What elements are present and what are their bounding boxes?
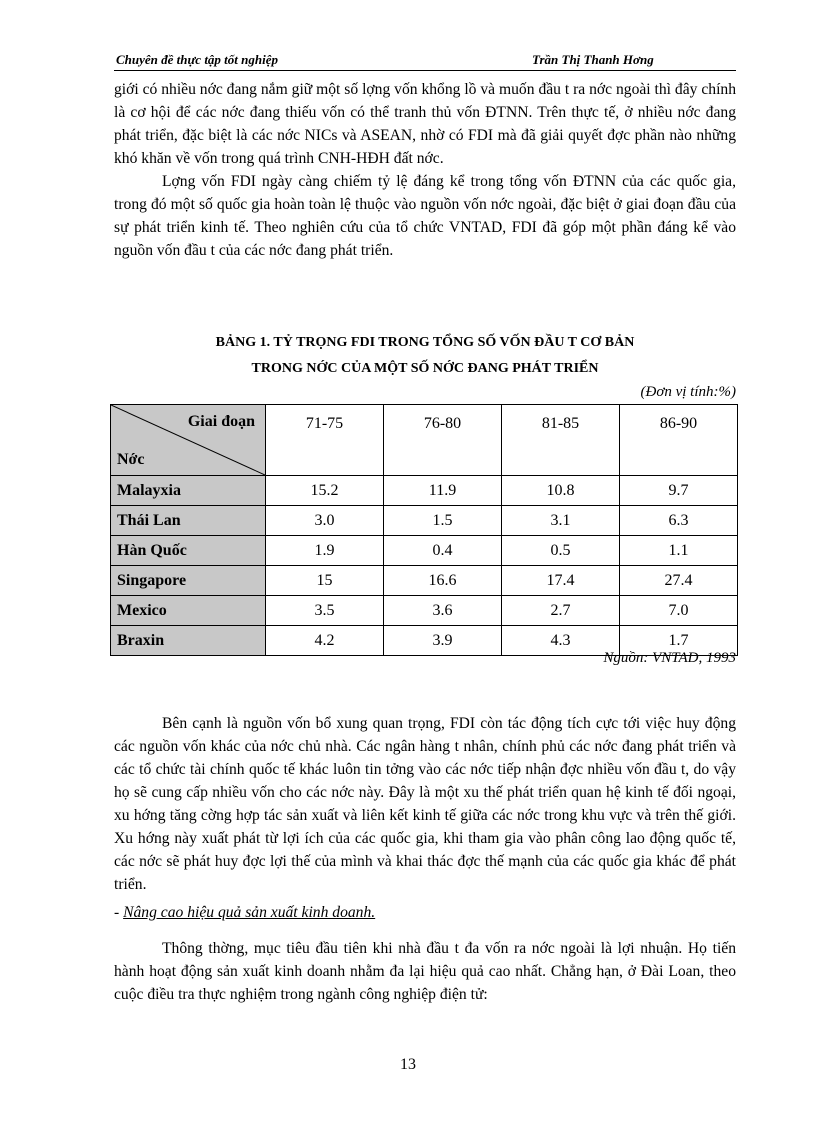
- table-cell: 4.3: [502, 626, 620, 656]
- table-cell: 15.2: [266, 476, 384, 506]
- table-source: Nguồn: VNTAD, 1993: [603, 650, 736, 666]
- page-number: 13: [400, 1056, 416, 1073]
- table-cell: 16.6: [384, 566, 502, 596]
- row-country: Malayxia: [111, 476, 266, 506]
- header-author: Trần Thị Thanh Hơng: [532, 52, 654, 67]
- body-text: [114, 712, 736, 896]
- column-header: 71-75: [266, 405, 384, 476]
- table-cell: 3.1: [502, 506, 620, 536]
- table-header-row: [111, 405, 738, 476]
- row-country: Hàn Quốc: [111, 536, 266, 566]
- table-row: [111, 506, 738, 536]
- table-cell: 11.9: [384, 476, 502, 506]
- table-cell: 1.5: [384, 506, 502, 536]
- corner-period-label: Giai đoạn: [187, 413, 255, 430]
- table-cell: 2.7: [502, 596, 620, 626]
- final-text: [114, 937, 736, 1006]
- subheading-text: Nâng cao hiệu quả sản xuất kinh doanh.: [123, 904, 376, 921]
- table-cell: 4.2: [266, 626, 384, 656]
- paragraph: Thông thờng, mục tiêu đầu tiên khi nhà đầu t đa vốn ra nớc ngoài là lợi nhuận. Họ tiến hành hoạt động sản xuất kinh doanh nhằm đa lại hiệu quả cao nhất. Chẳng hạn, ở Đài Loan, theo cuộc điều tra thực nghiệm trong ngành công nghiệp điện tử:: [114, 940, 736, 1003]
- row-country: Thái Lan: [111, 506, 266, 536]
- table-title: [114, 330, 736, 382]
- table-row: [111, 566, 738, 596]
- row-country: Singapore: [111, 566, 266, 596]
- table-cell: 10.8: [502, 476, 620, 506]
- row-country: Braxin: [111, 626, 266, 656]
- column-header: 86-90: [620, 405, 738, 476]
- paragraph: giới có nhiều nớc đang nắm giữ một số lợng vốn khổng lồ và muốn đầu t ra nớc ngoài thì đây chính là cơ hội để các nớc đang thiếu vốn có thể tranh thủ vốn ĐTNN. Trên thực tế, ở nhiều nớc đang phát triển, đặc biệt là các nớc NICs và ASEAN, nhờ có FDI mà đã giải quyết đợc phần nào những khó khăn về vốn trong quá trình CNH-HĐH đất nớc.: [114, 81, 736, 167]
- table-row: [111, 536, 738, 566]
- column-header: 81-85: [502, 405, 620, 476]
- corner-country-label: Nớc: [117, 451, 145, 468]
- table-title-line-2: TRONG NỚC CỦA MỘT SỐ NỚC ĐANG PHÁT TRIỂN: [251, 361, 599, 376]
- subheading-prefix: -: [114, 904, 124, 921]
- table-cell: 9.7: [620, 476, 738, 506]
- table-cell: 3.9: [384, 626, 502, 656]
- fdi-table: [110, 404, 738, 656]
- paragraph: Bên cạnh là nguồn vốn bổ xung quan trọng, FDI còn tác động tích cực tới việc huy động các nguồn vốn khác của nớc chủ nhà. Các ngân hàng t nhân, chính phủ các nớc đang phát triển và các tổ chức tài chính quốc tế khác luôn tin tởng vào các nớc tiếp nhận đợc nhiều vốn đầu t, do vậy họ sẽ cung cấp nhiều vốn cho các nớc này. Đây là một xu thế phát triển quan hệ kinh tế đối ngoại, xu hớng tăng cờng hợp tác sản xuất và liên kết kinh tế giữa các nớc trong khu vực và trên thế giới. Xu hớng này xuất phát từ lợi ích của các quốc gia, khi tham gia vào phân công lao động quốc tế, các nớc sẽ phát huy đợc lợi thế của mình và khai thác đợc thế mạnh của các quốc gia khác để phát triển.: [114, 715, 736, 893]
- table-cell: 7.0: [620, 596, 738, 626]
- column-header: 76-80: [384, 405, 502, 476]
- table-cell: 0.4: [384, 536, 502, 566]
- table-cell: 3.6: [384, 596, 502, 626]
- table-cell: 3.5: [266, 596, 384, 626]
- table-corner-cell: [111, 405, 266, 476]
- header-left-title: Chuyên đề thực tập tốt nghiệp: [116, 52, 278, 67]
- table-cell: 6.3: [620, 506, 738, 536]
- table-row: [111, 596, 738, 626]
- table-cell: 1.7: [620, 626, 738, 656]
- paragraph: Lợng vốn FDI ngày càng chiếm tỷ lệ đáng kể trong tổng vốn ĐTNN của các quốc gia, trong đó một số quốc gia hoàn toàn lệ thuộc vào nguồn vốn nớc ngoài, đặc biệt ở giai đoạn đầu của sự phát triển kinh tế. Theo nghiên cứu của tổ chức VNTAD, FDI đã góp một phần đáng kể vào nguồn vốn đầu t của các nớc đang phát triển.: [114, 173, 736, 259]
- table-cell: 17.4: [502, 566, 620, 596]
- table-cell: 3.0: [266, 506, 384, 536]
- row-country: Mexico: [111, 596, 266, 626]
- table-row: [111, 476, 738, 506]
- table-cell: 1.1: [620, 536, 738, 566]
- intro-text: [114, 78, 736, 262]
- table-cell: 27.4: [620, 566, 738, 596]
- table-cell: 1.9: [266, 536, 384, 566]
- table-unit: (Đơn vị tính:%): [640, 384, 736, 400]
- page-header: [114, 50, 736, 71]
- table-title-line-1: BẢNG 1. TỶ TRỌNG FDI TRONG TỔNG SỐ VỐN ĐẦU T CƠ BẢN: [215, 335, 635, 350]
- table-cell: 0.5: [502, 536, 620, 566]
- section-subheading: [114, 904, 375, 922]
- table-cell: 15: [266, 566, 384, 596]
